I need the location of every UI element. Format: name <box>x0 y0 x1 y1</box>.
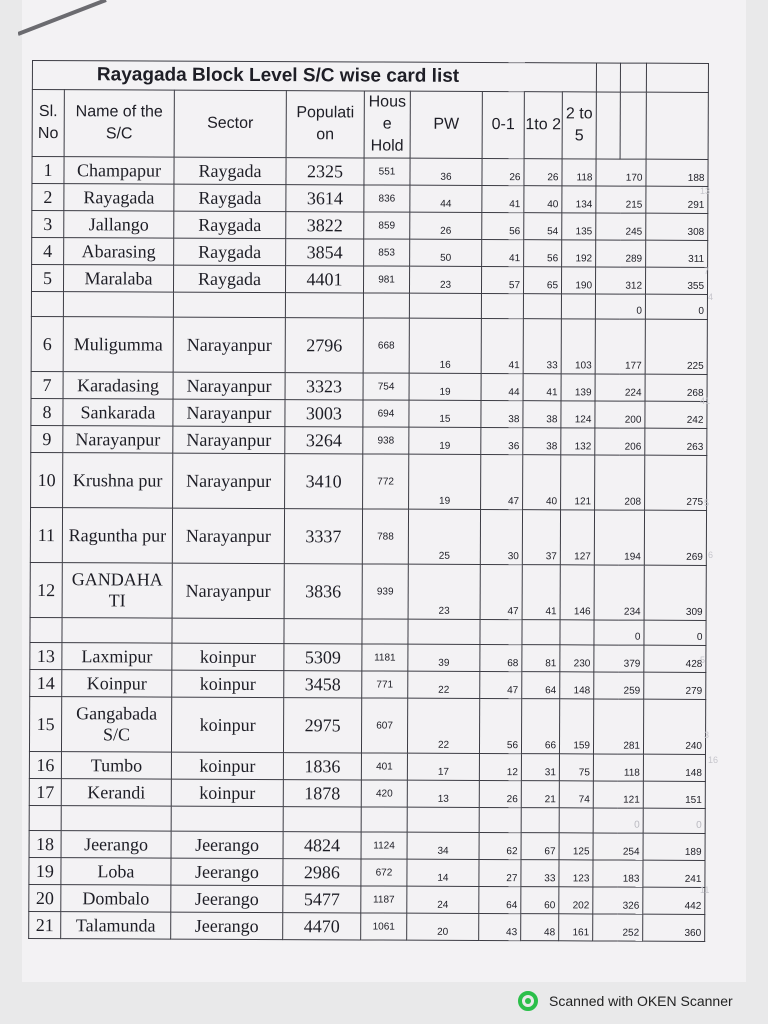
cell-sector: Jeerango <box>171 831 283 858</box>
cell-a01: 27 <box>479 859 521 886</box>
cell-pop: 3264 <box>285 427 363 454</box>
header-age-2-5: 2 to 5 <box>562 92 596 159</box>
cell-extra-2: 263 <box>645 428 707 455</box>
table-row <box>31 371 707 401</box>
table-row <box>29 778 705 808</box>
margin-mark: 11 <box>700 885 710 895</box>
cell-sector: koinpur <box>172 643 284 670</box>
cell-pw: 16 <box>409 318 481 373</box>
cell-a25: 134 <box>562 186 596 213</box>
cell-pop: 3614 <box>286 185 364 212</box>
cell-name: Koinpur <box>62 670 172 697</box>
cell-sector: Raygada <box>174 184 286 211</box>
cell-a01: 43 <box>479 913 521 940</box>
cell-pw: 25 <box>408 509 480 564</box>
cell-pw: 34 <box>407 832 479 859</box>
cell-hh: 607 <box>361 698 407 753</box>
cell-a01: 38 <box>481 400 523 427</box>
cell-sector: Jeerango <box>171 858 283 885</box>
cell-a12: 21 <box>521 781 559 808</box>
cell-pw: 19 <box>409 373 481 400</box>
cell-sector: Narayanpur <box>172 508 284 563</box>
cell-sector: koinpur <box>171 752 283 779</box>
cell-a12: 67 <box>521 833 559 860</box>
cell-sector: Narayanpur <box>173 317 285 372</box>
cell-a12: 31 <box>521 754 559 781</box>
cell-sector: Raygada <box>174 238 286 265</box>
cell-pop: 4824 <box>283 832 361 859</box>
cell-sector: koinpur <box>172 670 284 697</box>
cell-hh: 981 <box>363 266 409 293</box>
cell-pw: 19 <box>409 454 481 509</box>
cell-sl: 17 <box>29 778 61 805</box>
cell-name: Champapur <box>64 157 174 184</box>
pen-shadow-icon <box>18 0 108 40</box>
cell-extra-1: 379 <box>594 645 644 672</box>
cell-a25: 139 <box>561 374 595 401</box>
cell-a01: 47 <box>481 454 523 509</box>
table-row <box>32 184 708 214</box>
cell-name: Krushna pur <box>63 453 173 508</box>
header-sl: Sl. No <box>32 90 64 157</box>
cell-a25: 124 <box>561 401 595 428</box>
cell-extra-2: 189 <box>643 833 705 860</box>
cell-sector: Raygada <box>174 157 286 184</box>
margin-mark: 13 <box>700 186 711 196</box>
cell-hh: 938 <box>363 427 409 454</box>
cell-extra-2: 309 <box>644 565 706 620</box>
cell-name: Laxmipur <box>62 643 172 670</box>
cell-a25: 123 <box>559 860 593 887</box>
margin-mark: 5 <box>704 498 710 508</box>
cell-sector: koinpur <box>171 779 283 806</box>
cell-hh: 420 <box>361 780 407 807</box>
cell-sector: Narayanpur <box>173 426 285 453</box>
cell-sl: 4 <box>32 238 64 265</box>
cell-sector: Narayanpur <box>173 399 285 426</box>
cell-pop: 1878 <box>283 780 361 807</box>
cell-zero-1: 0 <box>593 808 643 833</box>
cell-extra-2: 242 <box>645 401 707 428</box>
cell-a25: 103 <box>561 319 595 374</box>
cell-pop: 1836 <box>283 753 361 780</box>
margin-mark: 3 <box>704 730 710 740</box>
card-list-table <box>28 60 709 942</box>
table-row <box>29 830 705 860</box>
cell-name: Tumbo <box>61 752 171 779</box>
cell-pw: 20 <box>407 913 479 940</box>
cell-extra-2: 240 <box>643 699 705 754</box>
cell-pw: 13 <box>407 780 479 807</box>
spacer-row <box>31 291 707 319</box>
header-sector: Sector <box>174 90 286 157</box>
cell-a01: 57 <box>481 266 523 293</box>
cell-a25: 146 <box>560 565 594 620</box>
cell-a25: 161 <box>559 914 593 941</box>
cell-a25: 118 <box>562 159 596 186</box>
cell-a01: 30 <box>480 509 522 564</box>
cell-sl: 3 <box>32 211 64 238</box>
cell-hh: 668 <box>363 318 409 373</box>
cell-sl: 5 <box>31 265 63 292</box>
table-row <box>31 398 707 428</box>
cell-a01: 12 <box>479 753 521 780</box>
cell-extra-1: 206 <box>595 428 645 455</box>
cell-a01: 26 <box>479 780 521 807</box>
cell-hh: 672 <box>361 859 407 886</box>
cell-extra-1: 183 <box>593 860 643 887</box>
cell-pw: 23 <box>409 266 481 293</box>
cell-a25: 132 <box>561 428 595 455</box>
cell-a01: 64 <box>479 886 521 913</box>
cell-extra-1: 224 <box>595 374 645 401</box>
cell-a01: 56 <box>482 212 524 239</box>
cell-extra-1: 252 <box>593 914 643 941</box>
cell-extra-2: 148 <box>643 754 705 781</box>
header-age-0-1: 0-1 <box>482 91 524 158</box>
cell-name: Gangabada S/C <box>61 697 171 752</box>
cell-hh: 1187 <box>361 886 407 913</box>
cell-hh: 788 <box>362 509 408 564</box>
cell-extra-2: 269 <box>644 510 706 565</box>
header-household: Hous e Hold <box>364 91 410 158</box>
table-row <box>29 884 705 914</box>
cell-sector: Jeerango <box>171 912 283 939</box>
cell-a01: 47 <box>480 671 522 698</box>
cell-pw: 44 <box>410 185 482 212</box>
cell-a25: 230 <box>560 645 594 672</box>
cell-a25: 135 <box>562 213 596 240</box>
cell-name: Narayanpur <box>63 426 173 453</box>
cell-extra-1: 326 <box>593 887 643 914</box>
scanner-watermark-text: Scanned with OKEN Scanner <box>549 993 733 1009</box>
cell-a01: 68 <box>480 644 522 671</box>
cell-pop: 5309 <box>284 644 362 671</box>
cell-hh: 1061 <box>361 913 407 940</box>
cell-a12: 26 <box>524 159 562 186</box>
cell-sector: Raygada <box>173 265 285 292</box>
cell-extra-1: 234 <box>594 565 644 620</box>
cell-pop: 4401 <box>285 266 363 293</box>
table-row <box>31 425 707 455</box>
cell-extra-2: 442 <box>643 887 705 914</box>
cell-a12: 40 <box>523 455 561 510</box>
cell-sl: 1 <box>32 157 64 184</box>
cell-pop: 3458 <box>284 671 362 698</box>
cell-a12: 60 <box>521 887 559 914</box>
cell-sl: 15 <box>29 696 61 751</box>
cell-name: Abarasing <box>64 238 174 265</box>
cell-hh: 853 <box>364 239 410 266</box>
cell-sector: Raygada <box>174 211 286 238</box>
cell-extra-1: 245 <box>596 213 646 240</box>
cell-a12: 65 <box>523 267 561 294</box>
table-row <box>29 696 705 754</box>
cell-pw: 36 <box>410 158 482 185</box>
table-row <box>30 642 706 672</box>
cell-a12: 33 <box>521 860 559 887</box>
cell-pop: 5477 <box>283 886 361 913</box>
cell-pw: 39 <box>408 644 480 671</box>
cell-sl: 21 <box>29 911 61 938</box>
table-row <box>32 157 708 187</box>
table-row <box>31 452 707 510</box>
cell-name: Dombalo <box>61 885 171 912</box>
cell-pop: 3337 <box>284 509 362 564</box>
cell-zero-2: 0 <box>645 294 707 319</box>
cell-extra-1: 121 <box>593 781 643 808</box>
cell-hh: 772 <box>363 454 409 509</box>
cell-extra-1: 312 <box>595 267 645 294</box>
cell-hh: 771 <box>362 671 408 698</box>
oken-scanner-logo-icon <box>517 990 539 1012</box>
cell-sector: Narayanpur <box>173 372 285 399</box>
table-title: Rayagada Block Level S/C wise card list <box>32 61 596 92</box>
cell-extra-2: 275 <box>645 455 707 510</box>
cell-pw: 17 <box>407 753 479 780</box>
header-population: Populati on <box>286 91 364 158</box>
cell-a01: 41 <box>481 318 523 373</box>
table-row <box>29 857 705 887</box>
cell-name: GANDAHA TI <box>62 563 172 618</box>
margin-mark: 6 <box>708 550 714 560</box>
cell-pw: 19 <box>409 427 481 454</box>
cell-sl: 14 <box>30 669 62 696</box>
cell-a12: 54 <box>524 213 562 240</box>
cell-name: Jeerango <box>61 831 171 858</box>
margin-mark: 5 <box>700 655 706 665</box>
cell-extra-1: 200 <box>595 401 645 428</box>
cell-pw: 23 <box>408 564 480 619</box>
cell-sl: 9 <box>31 425 63 452</box>
cell-sl: 18 <box>29 830 61 857</box>
header-pw: PW <box>410 91 482 158</box>
cell-name: Sankarada <box>63 399 173 426</box>
cell-a25: 127 <box>560 510 594 565</box>
cell-name: Talamunda <box>61 912 171 939</box>
cell-a25: 159 <box>559 699 593 754</box>
cell-sl: 19 <box>29 857 61 884</box>
cell-extra-2: 268 <box>645 374 707 401</box>
cell-pw: 14 <box>407 859 479 886</box>
cell-extra-1: 170 <box>596 159 646 186</box>
cell-a12: 33 <box>523 319 561 374</box>
cell-a01: 41 <box>482 239 524 266</box>
card-list-sheet <box>28 60 711 939</box>
cell-hh: 401 <box>361 753 407 780</box>
cell-extra-1: 281 <box>593 699 643 754</box>
cell-hh: 1124 <box>361 832 407 859</box>
cell-pop: 2986 <box>283 859 361 886</box>
margin-mark: 16 <box>708 755 719 765</box>
cell-extra-2: 225 <box>645 319 707 374</box>
cell-a12: 37 <box>522 510 560 565</box>
cell-pop: 2325 <box>286 158 364 185</box>
cell-pop: 3323 <box>285 373 363 400</box>
cell-pw: 22 <box>407 698 479 753</box>
table-row <box>29 911 705 941</box>
cell-sl: 20 <box>29 884 61 911</box>
cell-a25: 74 <box>559 781 593 808</box>
cell-sl: 6 <box>31 316 63 371</box>
cell-a01: 36 <box>481 427 523 454</box>
cell-a25: 190 <box>561 267 595 294</box>
table-row <box>30 507 706 565</box>
cell-name: Rayagada <box>64 184 174 211</box>
cell-pw: 26 <box>410 212 482 239</box>
margin-mark: 7 <box>704 266 710 276</box>
cell-a25: 125 <box>559 833 593 860</box>
cell-extra-2: 428 <box>644 645 706 672</box>
cell-hh: 551 <box>364 158 410 185</box>
cell-extra-2: 279 <box>644 672 706 699</box>
cell-pw: 22 <box>408 671 480 698</box>
cell-pop: 3003 <box>285 400 363 427</box>
cell-hh: 1181 <box>362 644 408 671</box>
cell-name: Maralaba <box>63 265 173 292</box>
cell-name: Karadasing <box>63 372 173 399</box>
cell-sector: Narayanpur <box>172 563 284 618</box>
table-row <box>30 669 706 699</box>
cell-pop: 3822 <box>286 212 364 239</box>
table-row <box>31 316 707 374</box>
cell-extra-1: 118 <box>593 754 643 781</box>
cell-extra-1: 208 <box>595 455 645 510</box>
table-row <box>30 562 706 620</box>
cell-pw: 15 <box>409 400 481 427</box>
cell-a01: 41 <box>482 185 524 212</box>
cell-sl: 13 <box>30 642 62 669</box>
cell-extra-1: 254 <box>593 833 643 860</box>
cell-zero-2: 0 <box>644 620 706 645</box>
cell-extra-1: 194 <box>594 510 644 565</box>
cell-a12: 41 <box>523 374 561 401</box>
cell-extra-2: 291 <box>646 186 708 213</box>
header-age-1-2: 1to 2 <box>524 92 562 159</box>
cell-pop: 3854 <box>286 239 364 266</box>
cell-a12: 64 <box>522 672 560 699</box>
cell-sl: 2 <box>32 184 64 211</box>
cell-hh: 939 <box>362 564 408 619</box>
cell-a25: 121 <box>561 455 595 510</box>
cell-name: Muligumma <box>63 317 173 372</box>
cell-extra-1: 177 <box>595 319 645 374</box>
cell-sl: 8 <box>31 398 63 425</box>
cell-zero-2: 0 <box>643 808 705 833</box>
cell-pop: 3410 <box>285 454 363 509</box>
cell-zero-1: 0 <box>594 620 644 645</box>
cell-a12: 40 <box>524 186 562 213</box>
cell-name: Jallango <box>64 211 174 238</box>
cell-sl: 12 <box>30 562 62 617</box>
cell-a01: 47 <box>480 564 522 619</box>
spacer-row <box>30 617 706 645</box>
cell-hh: 859 <box>364 212 410 239</box>
cell-pop: 2975 <box>283 698 361 753</box>
spacer-row <box>29 805 705 833</box>
cell-zero-1: 0 <box>595 294 645 319</box>
cell-a12: 81 <box>522 645 560 672</box>
cell-a12: 41 <box>522 565 560 620</box>
cell-extra-2: 241 <box>643 860 705 887</box>
cell-extra-1: 259 <box>594 672 644 699</box>
cell-sl: 11 <box>30 507 62 562</box>
cell-extra-1: 289 <box>596 240 646 267</box>
cell-sl: 10 <box>31 452 63 507</box>
cell-extra-2: 355 <box>645 267 707 294</box>
cell-hh: 836 <box>364 185 410 212</box>
cell-name: Kerandi <box>61 779 171 806</box>
margin-mark: 4 <box>708 292 714 302</box>
cell-pop: 4470 <box>283 913 361 940</box>
cell-hh: 694 <box>363 400 409 427</box>
cell-a25: 192 <box>562 240 596 267</box>
cell-a25: 202 <box>559 887 593 914</box>
cell-extra-2: 308 <box>646 213 708 240</box>
cell-a12: 48 <box>521 914 559 941</box>
cell-pop: 2796 <box>285 318 363 373</box>
header-name: Name of the S/C <box>64 90 174 157</box>
cell-sl: 16 <box>29 751 61 778</box>
cell-name: Raguntha pur <box>62 508 172 563</box>
cell-pop: 3836 <box>284 564 362 619</box>
cell-extra-2: 360 <box>643 914 705 941</box>
table-row <box>32 211 708 241</box>
cell-a25: 75 <box>559 754 593 781</box>
cell-pw: 24 <box>407 886 479 913</box>
cell-a12: 56 <box>524 240 562 267</box>
table-row <box>29 751 705 781</box>
cell-extra-2: 311 <box>646 240 708 267</box>
cell-hh: 754 <box>363 373 409 400</box>
cell-sector: koinpur <box>171 697 283 752</box>
cell-sector: Narayanpur <box>173 453 285 508</box>
cell-extra-2: 151 <box>643 781 705 808</box>
cell-name: Loba <box>61 858 171 885</box>
table-row <box>31 265 707 295</box>
cell-a12: 66 <box>521 699 559 754</box>
cell-a01: 26 <box>482 158 524 185</box>
cell-sl: 7 <box>31 371 63 398</box>
cell-a01: 56 <box>479 698 521 753</box>
cell-extra-2: 188 <box>646 159 708 186</box>
cell-a01: 44 <box>481 373 523 400</box>
margin-mark: 41 <box>700 396 711 406</box>
table-row <box>32 238 708 268</box>
cell-a25: 148 <box>560 672 594 699</box>
cell-extra-1: 215 <box>596 186 646 213</box>
cell-a12: 38 <box>523 428 561 455</box>
cell-a01: 62 <box>479 832 521 859</box>
cell-pw: 50 <box>410 239 482 266</box>
cell-sector: Jeerango <box>171 885 283 912</box>
cell-a12: 38 <box>523 401 561 428</box>
scanner-watermark <box>517 990 733 1012</box>
